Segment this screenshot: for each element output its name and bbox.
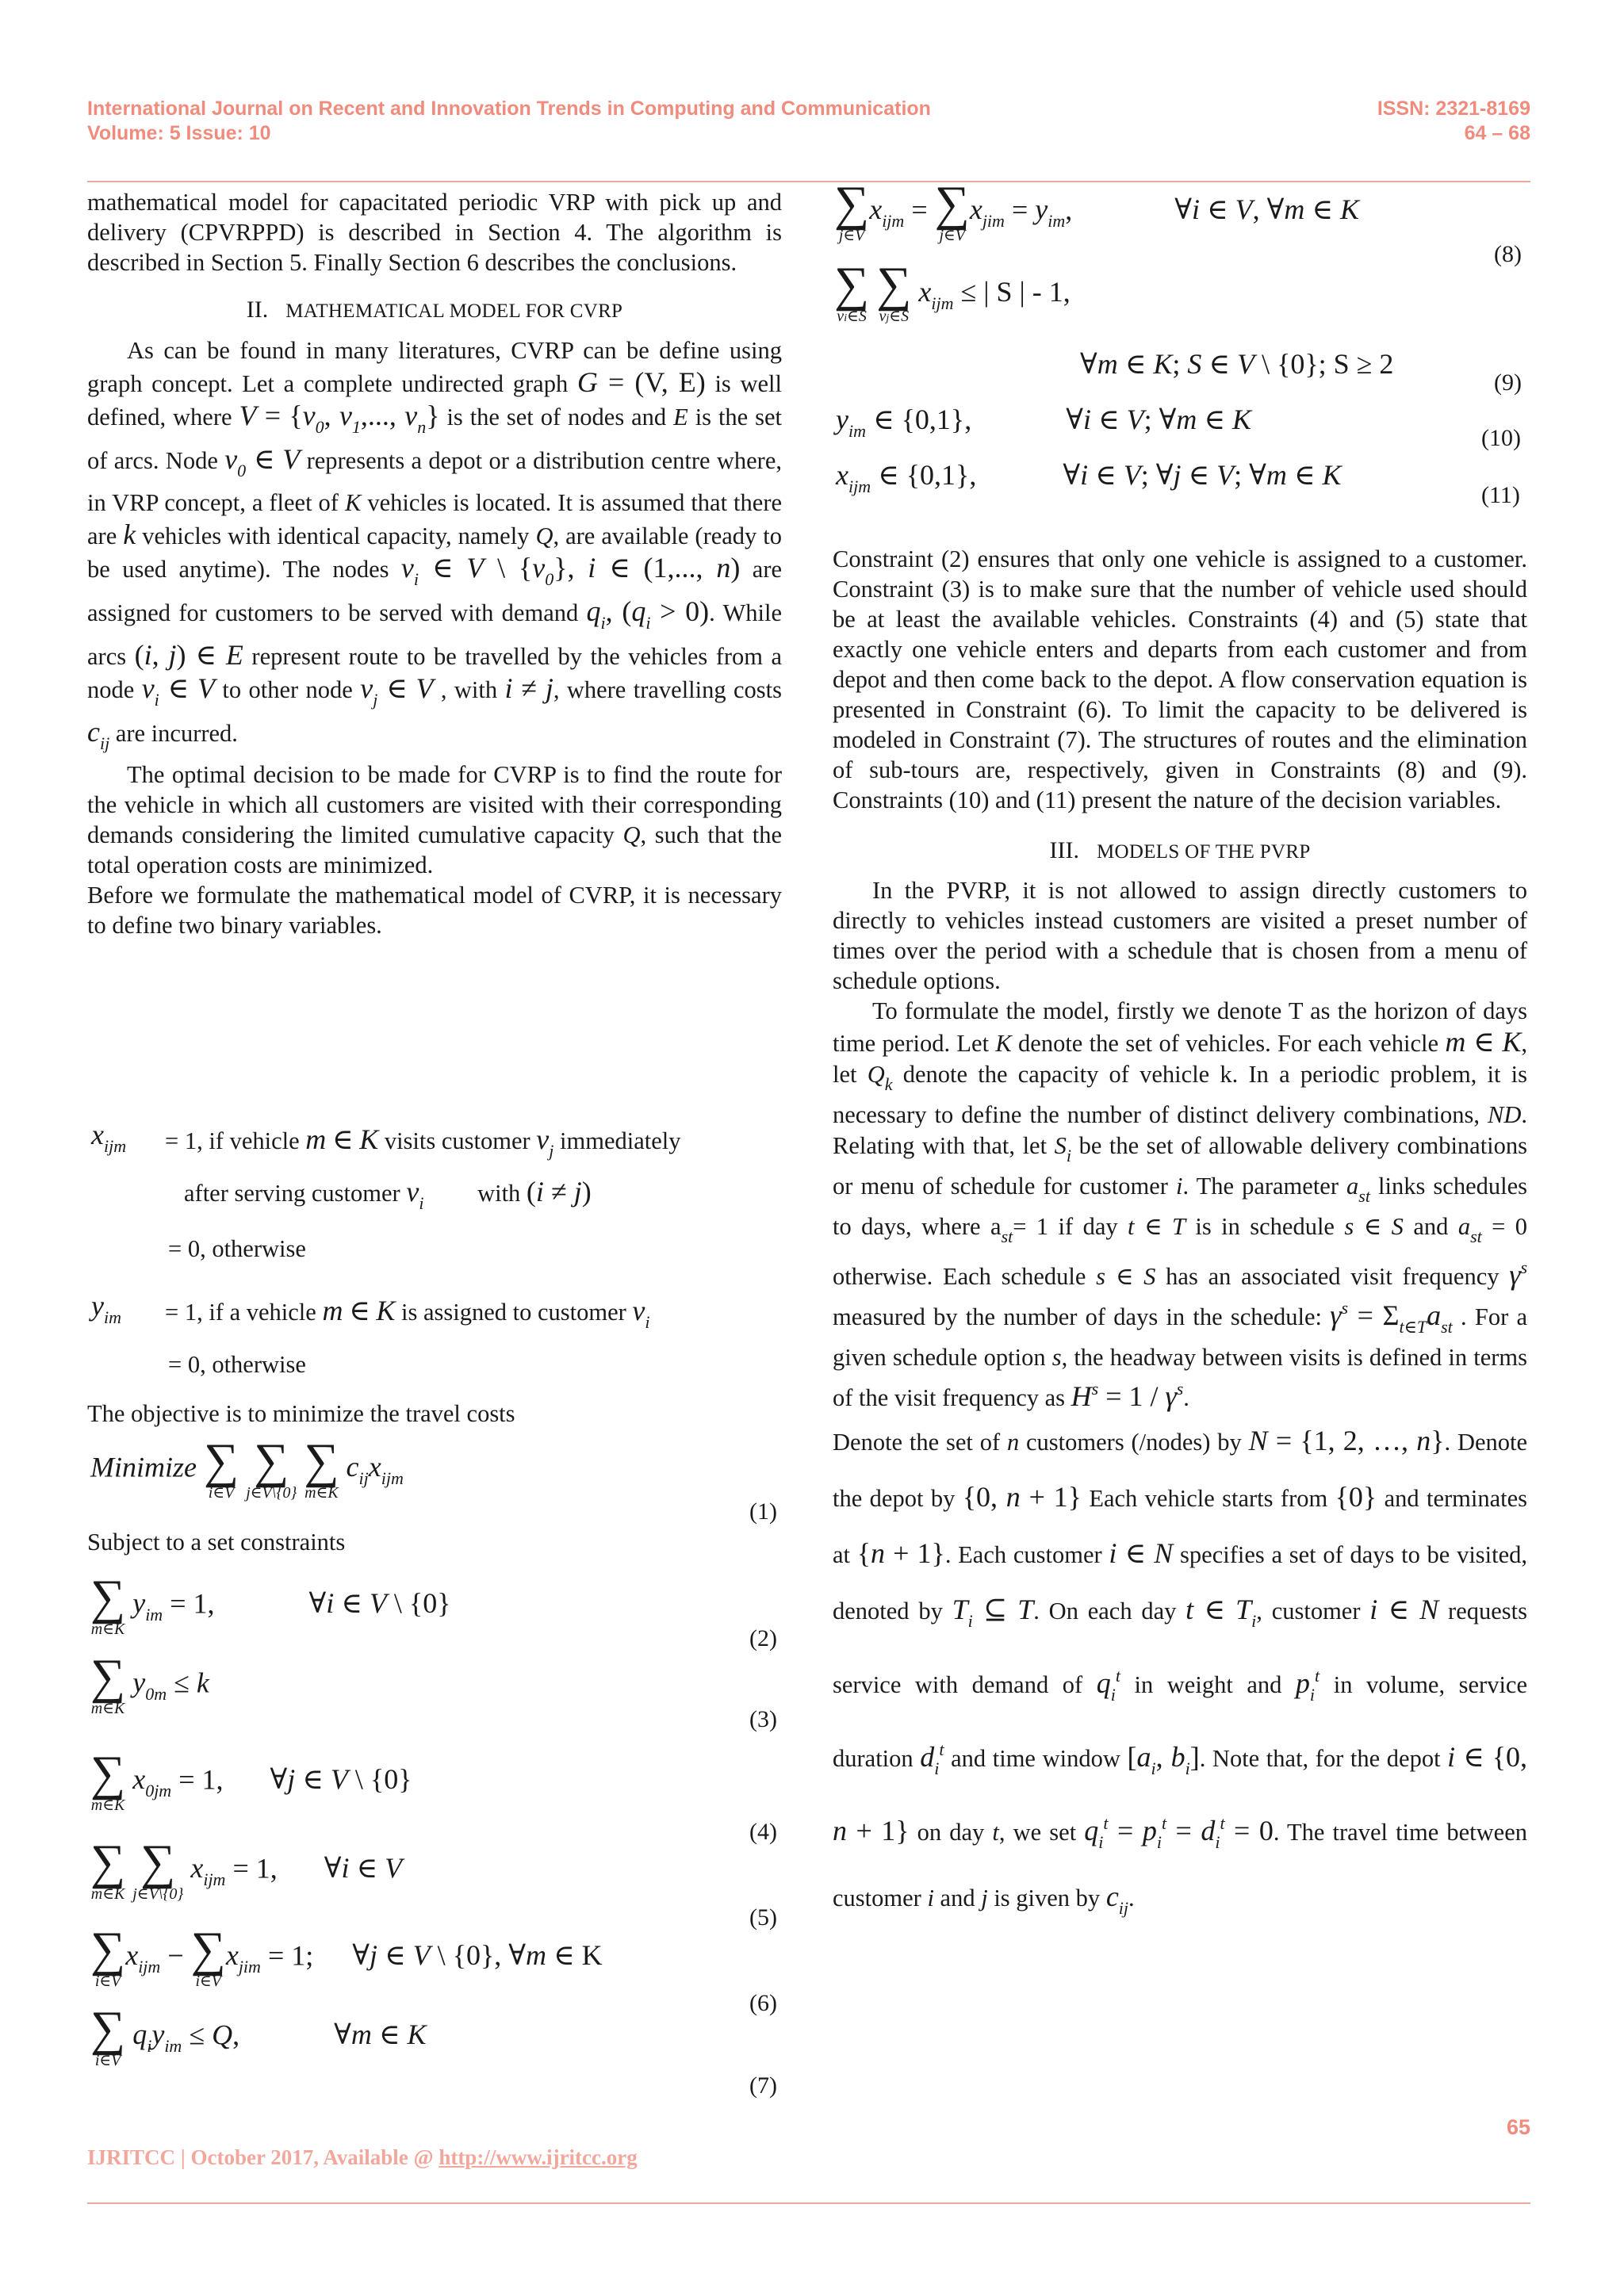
binary-intro: Before we formulate the mathematical model of CVRP, it is necessary to define two binary variables.: [87, 882, 782, 939]
equation-number: (8): [1494, 241, 1522, 267]
section-heading-2: [87, 295, 782, 327]
page-number: 65: [1506, 2115, 1530, 2139]
journal-issn: ISSN: 2321-8169: [1377, 98, 1530, 120]
equation-number: (10): [1481, 425, 1521, 451]
section-title: MATHEMATICAL MODEL FOR CVRP: [285, 300, 623, 322]
equation-5: ∑ m∈K ∑ j∈V\{0} $x_{ijm} = 1$, ∀i ∈ V: [90, 1835, 403, 1903]
x-definition: $x_{ijm}$: [91, 1119, 127, 1156]
equation-4: ∑ m∈K $x_{0jm} = 1$, ∀j ∈ V \ {0}: [90, 1747, 412, 1814]
equation-number: (6): [749, 1990, 777, 2016]
equation-11: $x_{ijm}$ ∈ {0,1}, ∀i ∈ V; ∀j ∈ V; ∀m ∈ K: [836, 459, 1342, 496]
journal-header-right: [1377, 97, 1530, 146]
journal-volume: Volume: 5 Issue: 10: [87, 122, 271, 144]
equation-6: ∑ i∈V $x_{ijm}$ − ∑ i∈V $x_{jim} = 1$; ∀j ∈ V \ {0}, ∀m ∈ K: [90, 1923, 603, 1990]
equation-10: $y_{im}$ ∈ {0,1}, ∀i ∈ V; ∀m ∈ K: [836, 404, 1252, 441]
equation-number: (4): [749, 1819, 777, 1845]
pvrp-paragraph-2: To formulate the model, firstly we denote T as the horizon of days time period. Let K denote the set of vehicles. For each vehicle m ∈ K, let $Q_k$ denote the capacity of vehicle k. In a periodic problem, it is necessary to define the number of distinct delivery combinations, ND. Relating with that, let $S_i$ be the set of allowable delivery combinations or menu of schedule for customer i. The parameter $a_{st}$ links schedules to days, where $a_{st}= 1$ if day t ∈ T is in schedule s ∈ S and $a_{st} = 0$ otherwise. Each schedule s ∈ S has an associated visit frequency $\gamma^s$ measured by the number of days in the schedule: $\gamma^s = \Sigma_{t\in T}a_{st}$ . For a given schedule option s, the headway between visits is defined in terms of the visit frequency as $H^s = 1 / \gamma^s$.: [833, 997, 1528, 1412]
objective-text: The objective is to minimize the travel costs: [87, 1400, 515, 1427]
equation-number: (5): [749, 1904, 777, 1931]
equation-number: (2): [749, 1625, 777, 1651]
footer-rule: [87, 2202, 1530, 2204]
section-title: MODELS OF THE PVRP: [1096, 841, 1311, 863]
footer-text: IJRITCC | October 2017, Available @: [87, 2145, 439, 2169]
equation-1: Minimize ∑ i∈V ∑ j∈V\{0} ∑ m∈K $c_{ij}x_{ijm}$: [90, 1434, 404, 1502]
journal-title: International Journal on Recent and Innovation Trends in Computing and Communication: [87, 98, 931, 120]
intro-paragraph: mathematical model for capacitated periodic VRP with pick up and delivery (CPVRPPD) is described in Section 4. The algorithm is described in Section 5. Finally Section 6 describes the conclusions.: [87, 189, 782, 276]
equation-7: ∑ i∈V $q_iy_{im} \le Q$, ∀m ∈ K: [90, 2002, 427, 2069]
left-column: [87, 187, 782, 940]
footer: [87, 2145, 638, 2170]
journal-link[interactable]: http://www.ijritcc.org: [439, 2145, 638, 2169]
journal-pages: 64 – 68: [1464, 122, 1530, 144]
equation-number: (9): [1494, 369, 1522, 396]
pvrp-paragraph-1: In the PVRP, it is not allowed to assign directly customers to directly to vehicles instead customers are visited a preset number of times over the period with a schedule that is chosen from a menu of schedule options.: [833, 877, 1527, 994]
equation-number: (3): [749, 1706, 777, 1732]
optimal-paragraph: The optimal decision to be made for CVRP is to find the route for the vehicle in which all customers are visited with their corresponding demands considering the limited cumulative capacity Q, such that the total operation costs are minimized.: [87, 761, 783, 878]
section-number: II.: [246, 297, 269, 323]
pvrp-paragraph-3: Denote the set of n customers (/nodes) by N = {1, 2, …, n}. Denote the depot by {0, n + 1} Each vehicle starts from {0} and terminates at {n + 1}. Each customer i ∈ N specifies a set of days to be visited, denoted by $T_i$ ⊆ T. On each day t ∈ $T_i$, customer i ∈ N requests service with demand of $q_i^t$ in weight and $p_i^t$ in volume, service duration $d_i^t$ and time window [$a_i$, $b_i$]. Note that, for the depot i ∈ {0, n + 1} on day t, we set $q_i^t = p_i^t = d_i^t = 0$. The travel time between customer i and j is given by $c_{ij}$.: [833, 1425, 1528, 1918]
section-heading-3: [833, 836, 1527, 867]
right-column: [833, 544, 1527, 1935]
cvrp-paragraph: As can be found in many literatures, CVRP can be define using graph concept. Let a complete undirected graph G = (V, E) is well defined, where $V = \{v_0$, $v_1$,..., $v_n$} is the set of nodes and E is the set of arcs. Node $v_0$ ∈ V represents a depot or a distribution centre where, in VRP concept, a fleet of K vehicles is located. It is assumed that there are k vehicles with identical capacity, namely Q, are available (ready to be used anytime). The nodes $v_i$ ∈ V \ $\{v_0\}$, i ∈ (1,..., n) are assigned for customers to be served with demand $q_i$, $(q_i > 0)$. While arcs (i, j) ∈ E represent route to be travelled by the vehicles from a node $v_i$ ∈ V to other node $v_j$ ∈ V , with i ≠ j, where travelling costs $c_{ij}$ are incurred.: [87, 337, 783, 753]
equation-8a: ∑ j∈V $x_{ijm}$ = ∑ j∈V $x_{jim} = y_{im}$, ∀i ∈ V, ∀m ∈ K: [834, 177, 1360, 244]
journal-header: [87, 97, 931, 146]
constraints-paragraph: Constraint (2) ensures that only one vehicle is assigned to a customer. Constraint (3) is to make sure that the number of vehicle used should be at least the available vehicles. Constraints (4) and (5) state that exactly one vehicle enters and departs from each customer and from depot and then come back to the depot. A flow conservation equation is presented in Constraint (6). To limit the capacity to be delivered is modeled in Constraint (7). The structures of routes and the elimination of sub-tours are, respectively, given in Constraints (8) and (9). Constraints (10) and (11) present the nature of the decision variables.: [833, 545, 1527, 813]
equation-9: ∀m ∈ K; S ∈ V \ {0}; S ≥ 2: [1080, 348, 1394, 380]
equation-number: (7): [749, 2072, 777, 2099]
subject-text: Subject to a set constraints: [87, 1529, 346, 1556]
equation-number: (11): [1481, 482, 1520, 508]
equation-3: ∑ m∈K $y_{0m} \le k$: [90, 1650, 209, 1717]
equation-2: ∑ m∈K $y_{im} = 1$, ∀i ∈ V \ {0}: [90, 1571, 451, 1638]
section-number: III.: [1049, 837, 1079, 863]
equation-number: (1): [749, 1498, 777, 1525]
y-definition: = 1, if a vehicle m ∈ K is assigned to customer $v_i$: [165, 1295, 650, 1332]
equation-8b: ∑ vi∈S ∑ vj∈S $x_{ijm}$ ≤ | S | - 1,: [834, 258, 1071, 325]
